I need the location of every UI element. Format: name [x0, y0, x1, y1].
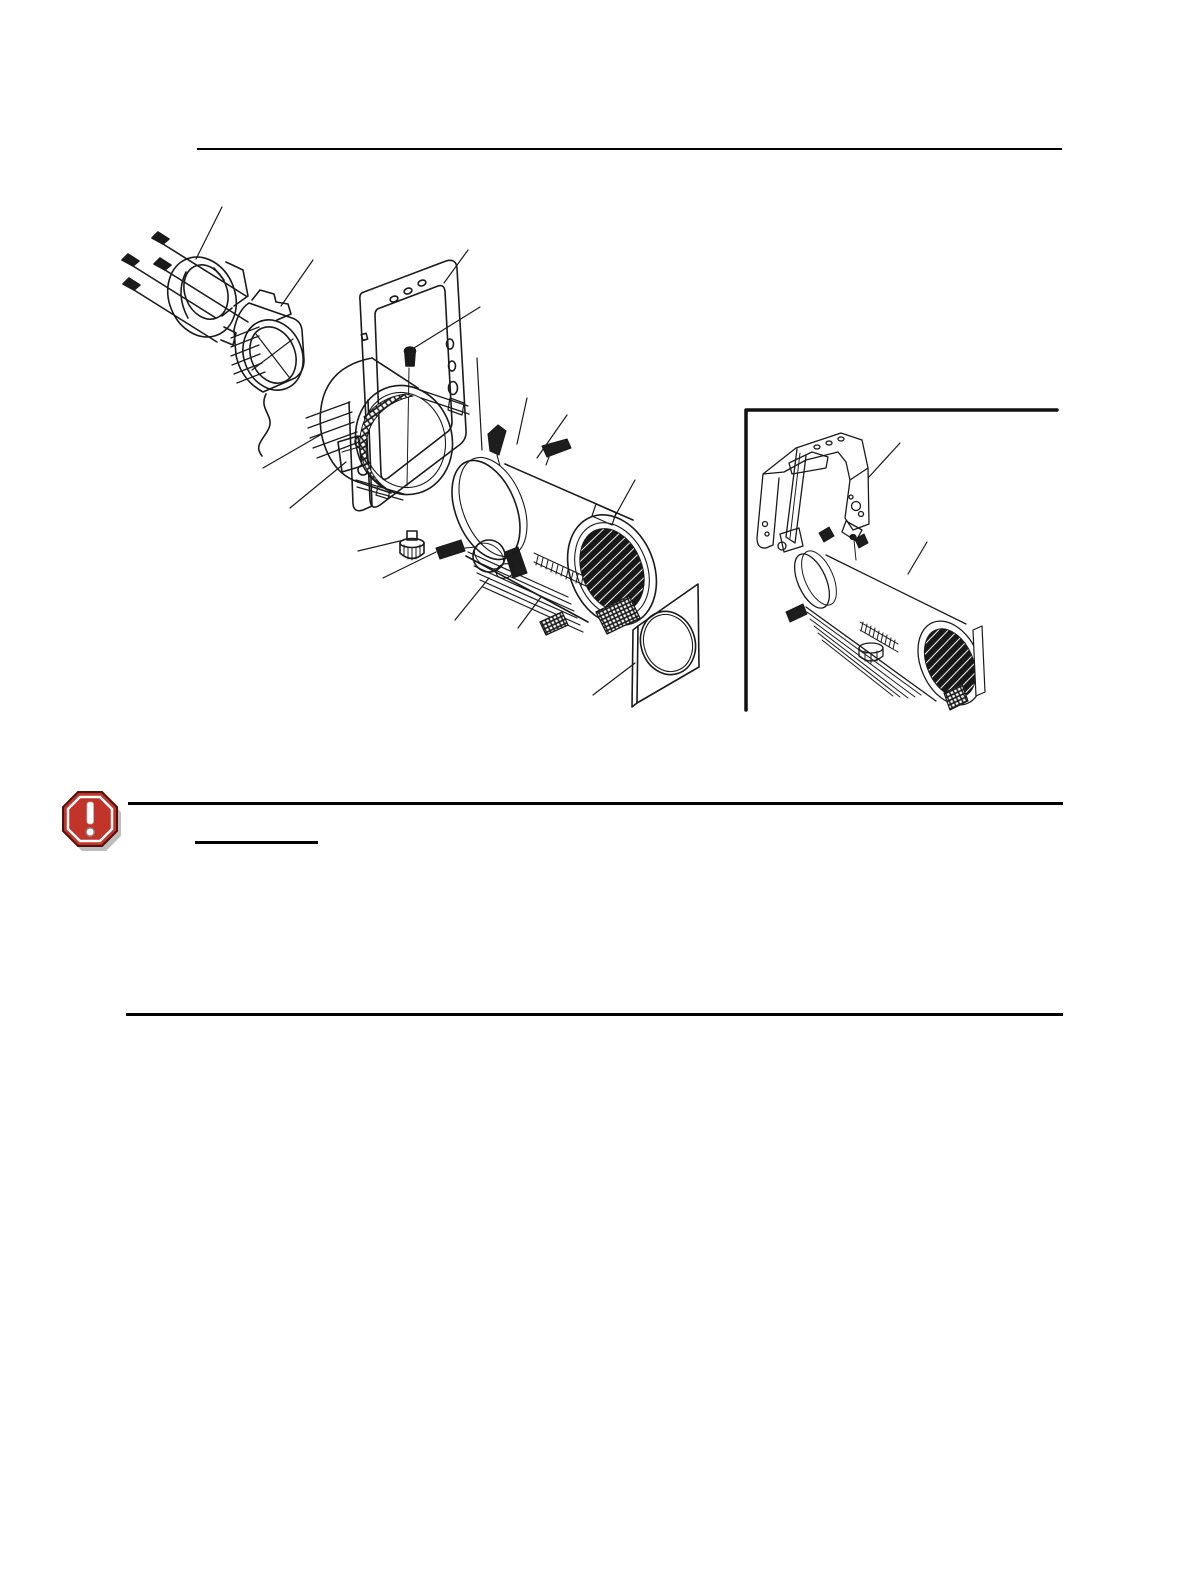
warning-octagon — [63, 792, 117, 846]
bottom-rule — [126, 1013, 1063, 1016]
exclamation-bar — [87, 802, 94, 824]
warning-icon — [60, 789, 126, 855]
inset-frame — [746, 410, 1057, 710]
inset-assembled-fixture — [786, 527, 994, 715]
shutter-barrel — [436, 425, 672, 639]
exclamation-dot — [86, 828, 94, 836]
inset-tick-strip — [860, 622, 898, 652]
yoke-screw — [405, 347, 416, 486]
warning-rule — [128, 802, 1063, 805]
reflector-housing — [306, 358, 469, 506]
warning-heading-underline — [195, 824, 318, 844]
inset-panel — [746, 410, 1057, 715]
lamp-socket-assembly — [231, 290, 313, 456]
yoke-knob — [400, 531, 424, 560]
exploded-parts-diagram — [0, 0, 1189, 775]
color-frame — [632, 584, 704, 707]
callout-leader-lines — [196, 207, 635, 695]
inset-leader-lines — [868, 443, 927, 574]
lead-wire — [259, 394, 270, 456]
